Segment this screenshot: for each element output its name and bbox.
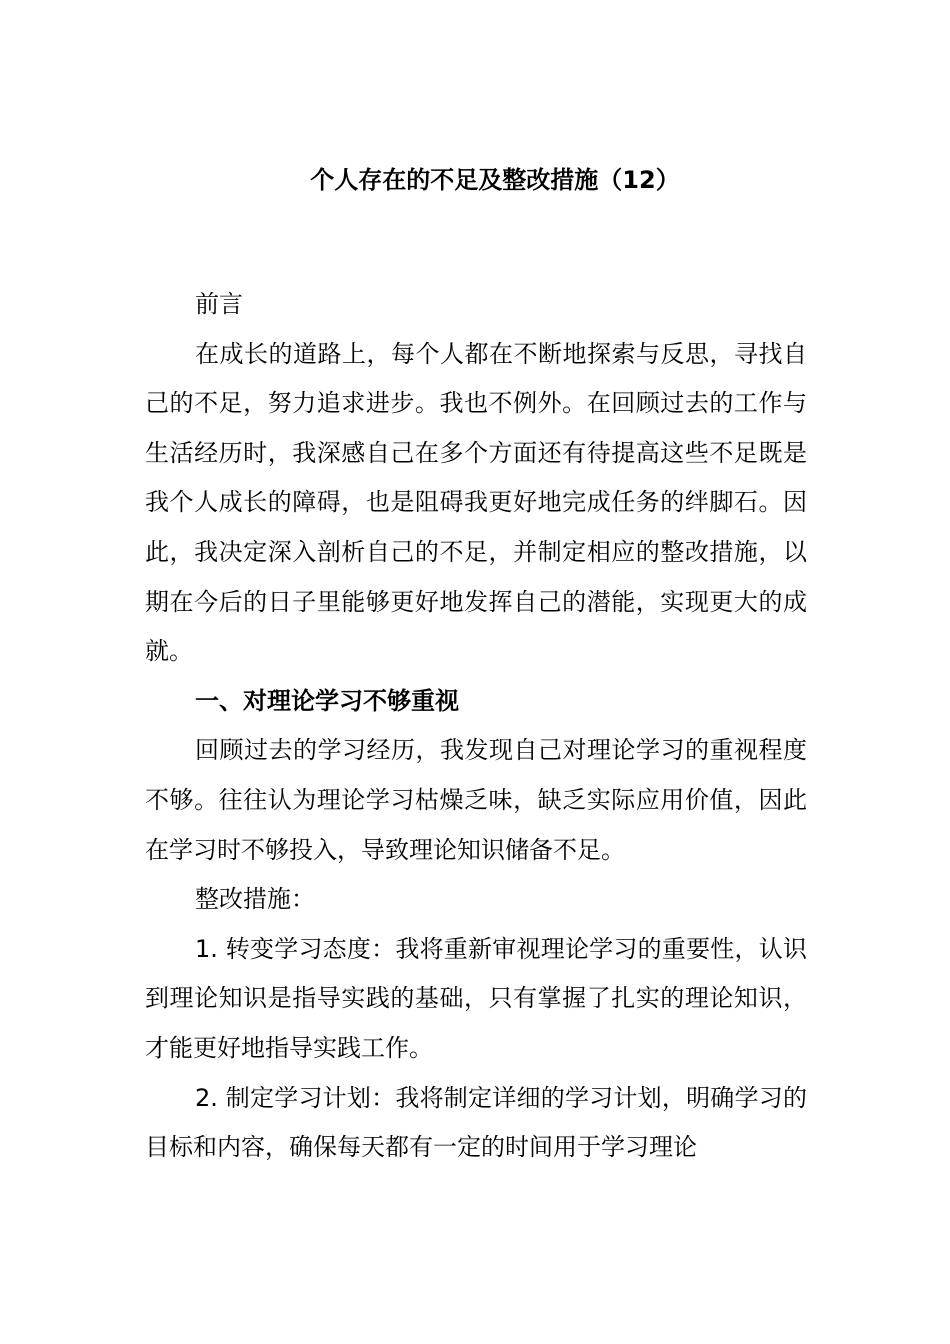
paragraph-section-1-body: 回顾过去的学习经历，我发现自己对理论学习的重视程度不够。往往认为理论学习枯燥乏味，缺乏实际应用价值，因此在学习时不够投入，导致理论知识储备不足。 <box>145 736 807 864</box>
paragraph-measures-label: 整改措施： <box>195 885 315 914</box>
document-body <box>145 280 807 1173</box>
paragraph-measure-1: 1. 转变学习态度：我将重新审视理论学习的重要性，认识到理论知识是指导实践的基础，只有掌握了扎实的理论知识，才能更好地指导实践工作。 <box>145 934 807 1062</box>
paragraph-measure-2: 2. 制定学习计划：我将制定详细的学习计划，明确学习的目标和内容，确保每天都有一定的时间用于学习理论 <box>145 1083 807 1162</box>
paragraph-preface-body: 在成长的道路上，每个人都在不断地探索与反思，寻找自己的不足，努力追求进步。我也不例外。在回顾过去的工作与生活经历时，我深感自己在多个方面还有待提高这些不足既是我个人成长的障碍，也是阻碍我更好地完成任务的绊脚石。因此，我决定深入剖析自己的不足，并制定相应的整改措施，以期在今后的日子里能够更好地发挥自己的潜能，实现更大的成就。 <box>145 339 807 666</box>
section-heading-1: 一、对理论学习不够重视 <box>195 686 459 715</box>
paragraph-preface-label: 前言 <box>195 290 243 318</box>
document-title: 个人存在的不足及整改措施（12） <box>310 166 680 194</box>
